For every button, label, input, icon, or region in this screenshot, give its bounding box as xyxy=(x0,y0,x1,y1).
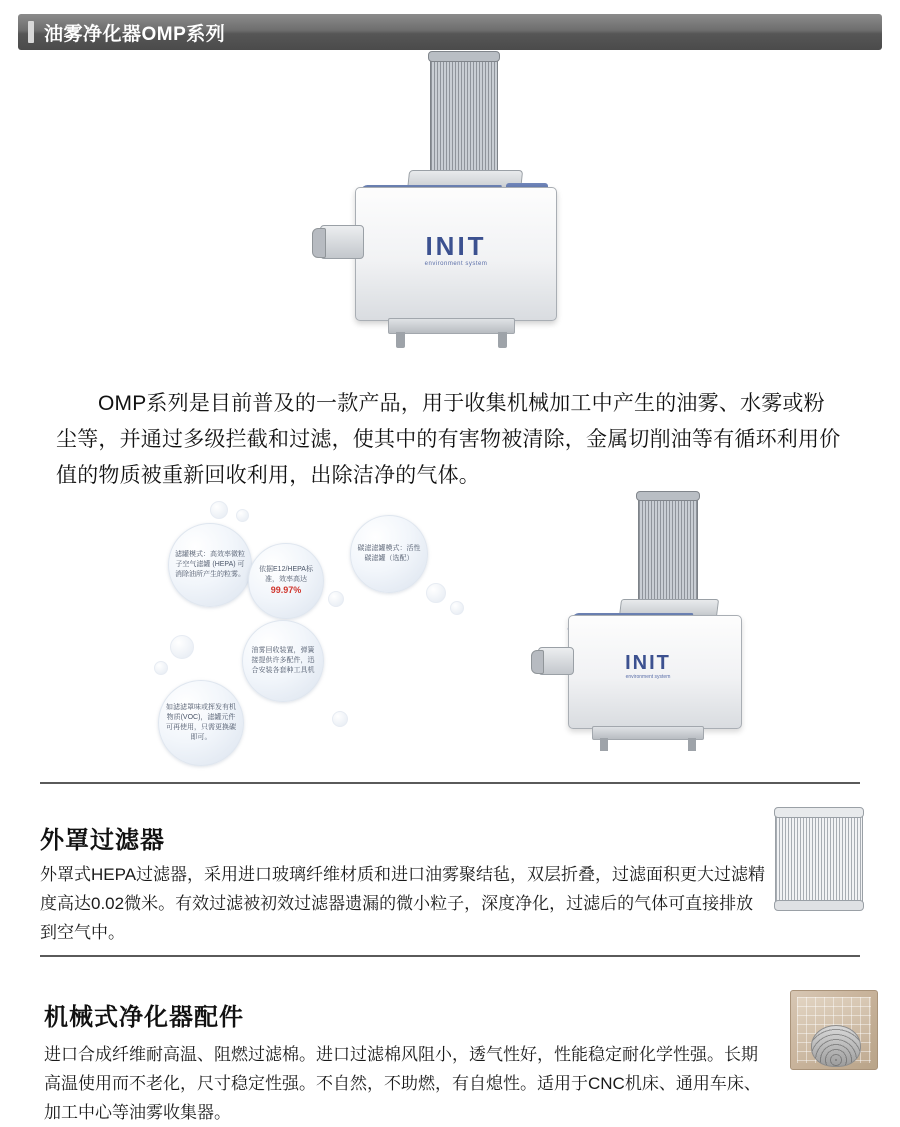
section-body-filter-cover: 外罩式HEPA过滤器，采用进口玻璃纤维材质和进口油雾聚结毡，双层折叠，过滤面积更大过滤精度高达0.02微米。有效过滤被初效过滤器遗漏的微小粒子，深度净化，过滤后的气体可直接排放到空气中。 xyxy=(40,865,766,942)
hero-filter-cartridge-icon xyxy=(430,55,498,177)
decor-bubble xyxy=(332,711,348,727)
decor-bubble xyxy=(210,501,228,519)
filter-cotton-thumbnail-icon xyxy=(790,990,878,1070)
hero-brand-logo xyxy=(396,233,516,267)
section-title-filter-cover: 外罩过滤器 xyxy=(40,826,165,854)
section-divider xyxy=(40,782,860,784)
decor-bubble xyxy=(426,583,446,603)
feature-bubble-label: 依据E12/HEPA标准，效率高达 xyxy=(259,566,313,583)
hero-base-plate xyxy=(388,318,515,334)
section-body-accessories: 进口合成纤维耐高温、阻燃过滤棉。进口过滤棉风阻小，透气性好，性能稳定耐化学性强。长期高温使用而不老化，尺寸稳定性强。不自然，不助燃，有自熄性。适用于CNC机床、通用车床、加工中心等油雾收集器。 xyxy=(44,1045,761,1122)
hero-foot-left xyxy=(396,332,405,348)
mini-filter-cartridge-icon xyxy=(638,495,698,605)
decor-bubble xyxy=(170,635,194,659)
mini-brand-name: INIT xyxy=(625,652,671,674)
mini-foot-right xyxy=(688,738,696,751)
hero-brand-tagline: environment system xyxy=(424,261,488,267)
feature-bubble-text: 滤罐模式：高效率微粒子空气滤罐 (HEPA) 可消除油所产生的粒雾。 xyxy=(175,551,245,578)
section-title-accessories: 机械式净化器配件 xyxy=(44,1003,244,1031)
feature-bubble xyxy=(158,680,244,766)
section-divider xyxy=(40,955,860,957)
decor-bubble xyxy=(236,509,249,522)
feature-bubble-diagram xyxy=(150,495,770,755)
feature-bubble xyxy=(248,543,324,619)
mini-inlet-nozzle-icon xyxy=(538,647,574,675)
decor-bubble xyxy=(450,601,464,615)
efficiency-value: 99.97% xyxy=(270,585,302,595)
feature-bubble xyxy=(242,620,324,702)
decor-bubble xyxy=(154,661,168,675)
feature-bubble-text: 油雾回收装置，弹簧接提供许多配件，迅合安装各套种工具机 xyxy=(251,647,315,674)
filter-cotton-dome xyxy=(811,1025,861,1067)
feature-bubble-text: 如滤滤罩味或挥发有机物质(VOC)，滤罐元件可再使用，只需更换碳即可。 xyxy=(166,704,236,741)
mini-brand-logo xyxy=(598,653,698,680)
page-header-bar xyxy=(18,14,882,50)
hero-foot-right xyxy=(498,332,507,348)
header-accent-mark xyxy=(28,21,34,43)
page-title: 油雾净化器OMP系列 xyxy=(44,23,226,45)
feature-bubble xyxy=(168,523,252,607)
decor-bubble xyxy=(328,591,344,607)
diagram-product-image xyxy=(520,495,750,745)
feature-bubble-text xyxy=(255,565,317,597)
hero-product-image xyxy=(300,55,600,350)
feature-bubble-text: 碳滤滤罐模式：活性碳滤罐（选配） xyxy=(357,545,421,562)
filter-cartridge-thumbnail-icon xyxy=(775,810,863,908)
intro-paragraph: OMP系列是目前普及的一款产品，用于收集机械加工中产生的油雾、水雾或粉尘等，并通过多级拦截和过滤，使其中的有害物被清除，金属切削油等有循环利用价值的物质被重新回收利用，出除洁净的气体。 xyxy=(56,392,841,487)
hero-brand-name: INIT xyxy=(425,231,487,261)
mini-foot-left xyxy=(600,738,608,751)
mini-brand-tagline: environment system xyxy=(625,674,671,680)
hero-inlet-nozzle-icon xyxy=(320,225,364,259)
feature-bubble xyxy=(350,515,428,593)
